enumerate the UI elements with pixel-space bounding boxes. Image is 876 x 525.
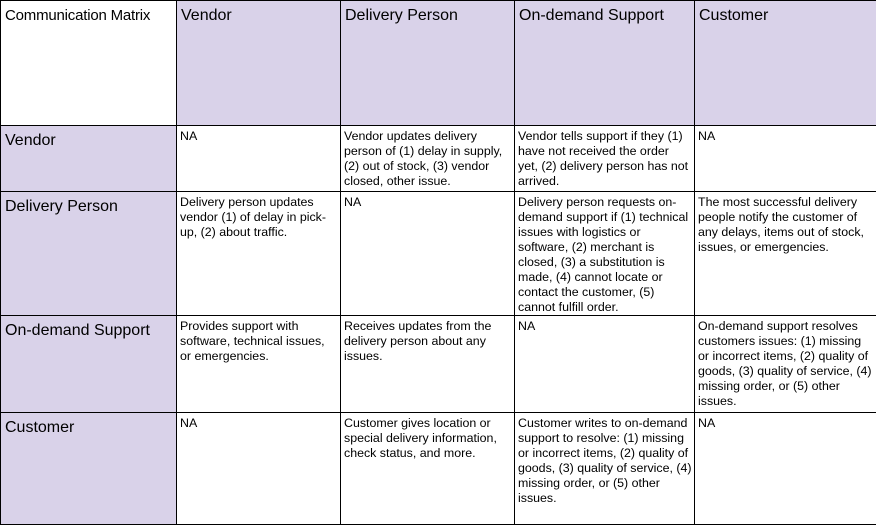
cell-delivery-person-on-demand-support: Delivery person requests on-demand support if (1) technical issues with logistics or software, (2) merchant is closed, (3) a substitution is made, (4) cannot locate or contact the customer, (5) cannot fulfill order. xyxy=(515,192,695,316)
row-header-vendor: Vendor xyxy=(1,126,177,192)
cell-on-demand-support-on-demand-support: NA xyxy=(515,316,695,413)
cell-on-demand-support-vendor: Provides support with software, technical issues, or emergencies. xyxy=(177,316,341,413)
column-header-on-demand-support: On-demand Support xyxy=(515,1,695,126)
cell-vendor-vendor: NA xyxy=(177,126,341,192)
cell-on-demand-support-delivery-person: Receives updates from the delivery person about any issues. xyxy=(341,316,515,413)
cell-delivery-person-vendor: Delivery person updates vendor (1) of delay in pick-up, (2) about traffic. xyxy=(177,192,341,316)
cell-customer-vendor: NA xyxy=(177,413,341,525)
cell-vendor-customer: NA xyxy=(695,126,876,192)
row-customer xyxy=(1,413,876,525)
header-row xyxy=(1,1,876,126)
row-vendor xyxy=(1,126,876,192)
cell-on-demand-support-customer: On-demand support resolves customers issues: (1) missing or incorrect items, (2) quality of goods, (3) quality of service, (4) missing order, or (5) other issues. xyxy=(695,316,876,413)
cell-vendor-delivery-person: Vendor updates delivery person of (1) delay in supply, (2) out of stock, (3) vendor closed, other issue. xyxy=(341,126,515,192)
cell-customer-customer: NA xyxy=(695,413,876,525)
corner-label: Communication Matrix xyxy=(1,1,177,126)
row-header-on-demand-support: On-demand Support xyxy=(1,316,177,413)
cell-customer-delivery-person: Customer gives location or special delivery information, check status, and more. xyxy=(341,413,515,525)
row-header-customer: Customer xyxy=(1,413,177,525)
column-header-customer: Customer xyxy=(695,1,876,126)
cell-delivery-person-customer: The most successful delivery people notify the customer of any delays, items out of stock, issues, or emergencies. xyxy=(695,192,876,316)
row-delivery-person xyxy=(1,192,876,316)
cell-vendor-on-demand-support: Vendor tells support if they (1) have not received the order yet, (2) delivery person has not arrived. xyxy=(515,126,695,192)
row-header-delivery-person: Delivery Person xyxy=(1,192,177,316)
column-header-vendor: Vendor xyxy=(177,1,341,126)
row-on-demand-support xyxy=(1,316,876,413)
column-header-delivery-person: Delivery Person xyxy=(341,1,515,126)
cell-delivery-person-delivery-person: NA xyxy=(341,192,515,316)
cell-customer-on-demand-support: Customer writes to on-demand support to resolve: (1) missing or incorrect items, (2) quality of goods, (3) quality of service, (4) missing order, or (5) other issues. xyxy=(515,413,695,525)
